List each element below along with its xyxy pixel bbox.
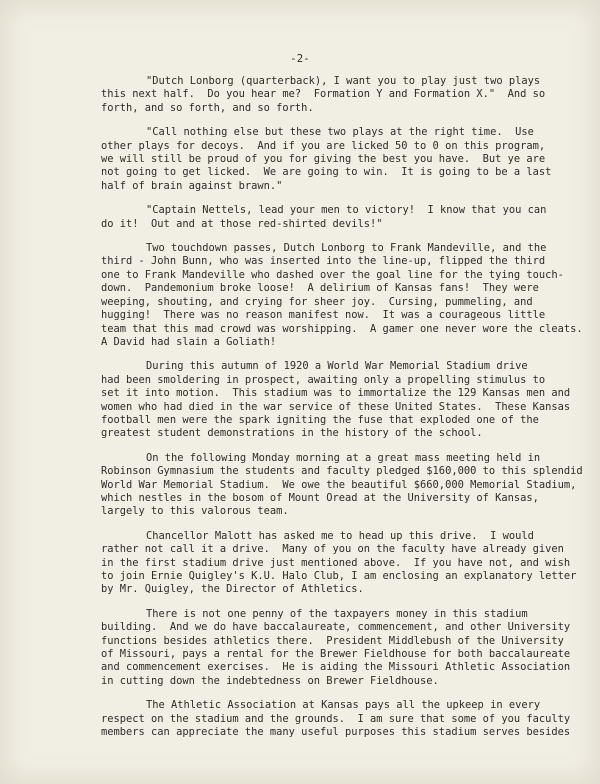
text-line: building. And we do have baccalaureate, commencement, and other University — [101, 621, 571, 634]
paragraph — [101, 242, 583, 349]
text-line: "Dutch Lonborg (quarterback), I want you to play just two plays — [146, 75, 541, 87]
text-line: other plays for decoys. And if you are licked 50 to 0 on this program, — [101, 139, 546, 152]
text-line: in cutting down the indebtedness on Brewer Fieldhouse. — [101, 674, 439, 687]
text-line: team that this mad crowd was worshipping. A gamer one never wore the cleats. — [101, 322, 583, 335]
paragraph — [101, 126, 552, 193]
text-line: There is not one penny of the taxpayers money in this stadium — [146, 607, 528, 620]
text-line: had been smoldering in prospect, awaiting only a propelling stimulus to — [101, 373, 546, 386]
text-line: set it into motion. This stadium was to immortalize the 129 Kansas men and — [101, 387, 571, 400]
text-line: Robinson Gymnasium the students and faculty pledged $160,000 to this splendid — [101, 465, 583, 478]
text-line: third - John Bunn, who was inserted into the line-up, flipped the third — [101, 255, 546, 268]
text-line: women who had died in the war service of these United States. These Kansas — [101, 400, 571, 413]
letter-body — [101, 75, 583, 750]
paragraph — [101, 607, 571, 688]
text-line: which nestles in the bosom of Mount Oread at the University of Kansas, — [101, 491, 539, 504]
text-line: half of brain against brawn." — [101, 179, 283, 192]
text-line: forth, and so forth, and so forth. — [101, 101, 314, 114]
text-line: During this autumn of 1920 a World War Memorial Stadium drive — [146, 360, 528, 373]
text-line: and commencement exercises. He is aiding the Missouri Athletic Association — [101, 661, 571, 674]
text-line: to join Ernie Quigley's K.U. Halo Club, I am enclosing an explanatory letter — [101, 570, 577, 582]
text-line: rather not call it a drive. Many of you on the faculty have already given — [101, 543, 564, 556]
text-line: do it! Out and at those red-shirted devils!" — [101, 217, 383, 230]
text-line: members can appreciate the many useful purposes this stadium serves besides — [101, 726, 571, 739]
text-line: of Missouri, pays a rental for the Brewer Fieldhouse for both baccalaureate — [101, 648, 571, 661]
text-line: "Call nothing else but these two plays at the right time. Use — [146, 126, 534, 139]
text-line: weeping, shouting, and crying for sheer joy. Cursing, pummeling, and — [101, 295, 533, 308]
text-line: we will still be proud of you for giving the best you have. But ye are — [101, 153, 546, 166]
text-line: down. Pandemonium broke loose! A delirium of Kansas fans! They were — [101, 282, 539, 295]
text-line: one to Frank Mandeville who dashed over the goal line for the tying touch- — [101, 268, 564, 281]
text-line: not going to get licked. We are going to win. It is going to be a last — [101, 166, 552, 179]
paragraph — [101, 75, 546, 115]
text-line: The Athletic Association at Kansas pays all the upkeep in every — [146, 699, 541, 712]
paragraph — [101, 699, 571, 739]
paragraph — [101, 204, 547, 231]
text-line: A David had slain a Goliath! — [101, 335, 277, 348]
text-line: largely to this valorous team. — [101, 505, 289, 518]
page-number: -2- — [290, 53, 310, 65]
text-line: Chancellor Malott has asked me to head up this drive. I would — [146, 529, 534, 542]
text-line: On the following Monday morning at a great mass meeting held in — [146, 451, 541, 464]
paragraph — [101, 360, 571, 440]
text-line: Two touchdown passes, Dutch Lonborg to Frank Mandeville, and the — [146, 242, 547, 255]
text-line: this next half. Do you hear me? Formation Y and Formation X." And so — [101, 88, 546, 101]
text-line: football men were the spark igniting the fuse that exploded one of the — [101, 413, 539, 426]
text-line: functions besides athletics there. President Middlebush of the University — [101, 634, 564, 647]
text-line: respect on the stadium and the grounds. I am sure that some of you faculty — [101, 712, 571, 725]
text-line: World War Memorial Stadium. We owe the beautiful $660,000 Memorial Stadium, — [101, 478, 577, 491]
paragraph — [101, 529, 577, 597]
text-line: hugging! There was no reason manifest now. It was a courageous little — [101, 309, 546, 322]
paragraph — [101, 451, 583, 519]
text-line: by Mr. Quigley, the Director of Athletics. — [101, 583, 364, 596]
text-line: "Captain Nettels, lead your men to victory! I know that you can — [146, 204, 547, 217]
text-line: in the first stadium drive just mentioned above. If you have not, and wish — [101, 556, 571, 569]
text-line: greatest student demonstrations in the history of the school. — [101, 427, 483, 440]
